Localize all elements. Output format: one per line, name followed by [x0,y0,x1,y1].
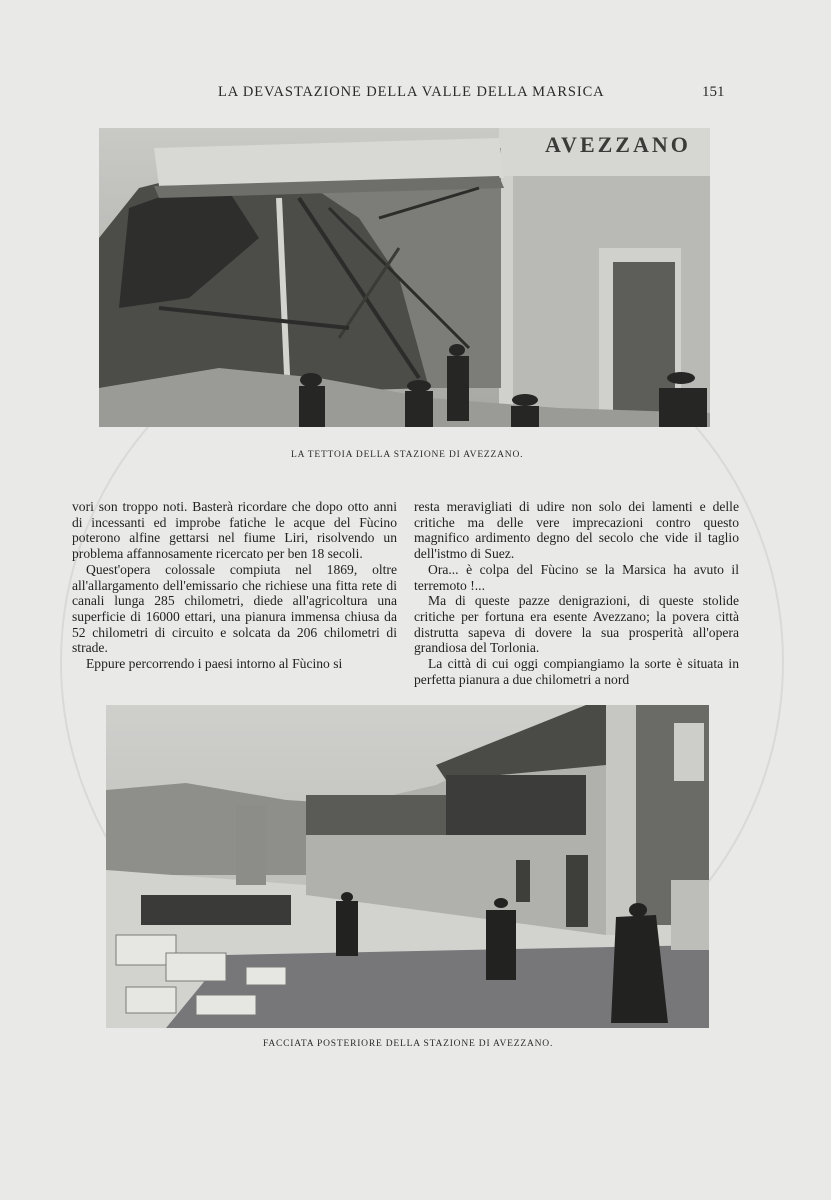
paragraph: Ma di queste pazze denigrazioni, di queste stolide critiche per fortuna era esente Avezzano; la povera città distrutta sapeva di dovere la sua prosperità all'opera grandiosa del Torlonia. [414,593,739,656]
running-title: LA DEVASTAZIONE DELLA VALLE DELLA MARSICA [218,84,605,100]
paragraph: resta meravigliati di udire non solo dei lamenti e delle critiche ma delle vere imprecazioni contro questo magnifico ardimento degno del secolo che vide il taglio dell'istmo di Suez. [414,499,739,562]
paragraph: vori son troppo noti. Basterà ricordare che dopo otto anni di incessanti ed improbe fatiche le acque del Fùcino poterono alfine gettarsi nel fiume Liri, risolvendo un problema affannosamente ricercato per ben 18 secoli. [72,499,397,562]
page-number: 151 [702,84,725,100]
station-rear-facade-illustration [106,705,709,1028]
text-column-left [72,499,397,672]
paragraph: Ora... è colpa del Fùcino se la Marsica ha avuto il terremoto !... [414,561,739,593]
figure-caption-1: LA TETTOIA DELLA STAZIONE DI AVEZZANO. [291,450,524,460]
station-sign: AVEZZANO [545,132,691,157]
text-column-right [414,499,739,687]
station-canopy-illustration [99,128,710,427]
paragraph: Quest'opera colossale compiuta nel 1869, oltre all'allargamento dell'emissario che richiese una fitta rete di canali lunga 285 chilometri, diede all'agricoltura una superficie di 16000 ettari, una pianura immensa chiusa da 52 chilometri di circuito e solcata da 206 chilometri di strade. [72,561,397,656]
station-rear-facade-photo [106,705,709,1028]
station-canopy-photo [99,128,710,427]
figure-caption-2: FACCIATA POSTERIORE DELLA STAZIONE DI AVEZZANO. [263,1039,554,1049]
paragraph: La città di cui oggi compiangiamo la sorte è situata in perfetta pianura a due chilometri a nord [414,656,739,687]
paragraph: Eppure percorrendo i paesi intorno al Fùcino si [86,656,343,672]
